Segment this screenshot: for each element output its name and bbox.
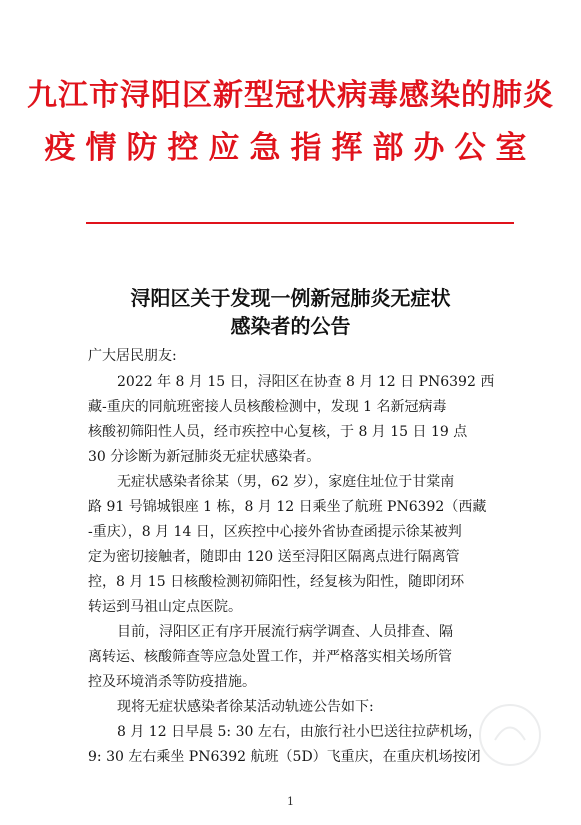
announcement-title-line-2: 感染者的公告 xyxy=(230,314,351,338)
announcement-title-line-1: 浔阳区关于发现一例新冠肺炎无症状 xyxy=(130,286,451,310)
body-line: 藏-重庆的同航班密接人员核酸检测中，发现 1 名新冠病毒 xyxy=(88,399,447,415)
body-line: 现将无症状感染者徐某活动轨迹公告如下: xyxy=(117,699,374,715)
body-line: 无症状感染者徐某（男，62 岁），家庭住址位于甘棠南 xyxy=(117,474,455,490)
body-line: 控，8 月 15 日核酸检测初筛阳性，经复核为阳性，随即闭环 xyxy=(88,574,465,590)
body-line: 9: 30 左右乘坐 PN6392 航班（5D）飞重庆，在重庆机场按闭 xyxy=(88,749,481,765)
body-line: 控及环境消杀等防疫措施。 xyxy=(88,674,256,690)
red-header-rule xyxy=(86,222,514,224)
salutation: 广大居民朋友: xyxy=(88,348,177,364)
body-line: 30 分诊断为新冠肺炎无症状感染者。 xyxy=(88,449,321,465)
page-number: 1 xyxy=(287,795,294,808)
body-line: 核酸初筛阳性人员，经市疾控中心复核，于 8 月 15 日 19 点 xyxy=(88,424,468,440)
body-line: 离转运、核酸筛查等应急处置工作，并严格落实相关场所管 xyxy=(88,649,452,665)
body-line: 转运到马祖山定点医院。 xyxy=(88,599,242,615)
body-line: 2022 年 8 月 15 日，浔阳区在协查 8 月 12 日 PN6392 西 xyxy=(117,374,495,390)
body-line: 路 91 号锦城银座 1 栋，8 月 12 日乘坐了航班 PN6392（西藏 xyxy=(88,499,487,515)
body-line: -重庆），8 月 14 日，区疾控中心接外省协查函提示徐某被判 xyxy=(88,524,462,540)
body-line: 目前，浔阳区正有序开展流行病学调查、人员排查、隔 xyxy=(117,624,453,640)
issuing-office-line-2: 疫情防控应急指挥部办公室 xyxy=(44,130,537,166)
body-line: 8 月 12 日早晨 5: 30 左右，由旅行社小巴送往拉萨机场， xyxy=(117,724,482,740)
body-line: 定为密切接触者，随即由 120 送至浔阳区隔离点进行隔离管 xyxy=(88,549,460,565)
watermark-icon xyxy=(465,690,555,780)
issuing-office-line-1: 九江市浔阳区新型冠状病毒感染的肺炎 xyxy=(27,78,554,113)
